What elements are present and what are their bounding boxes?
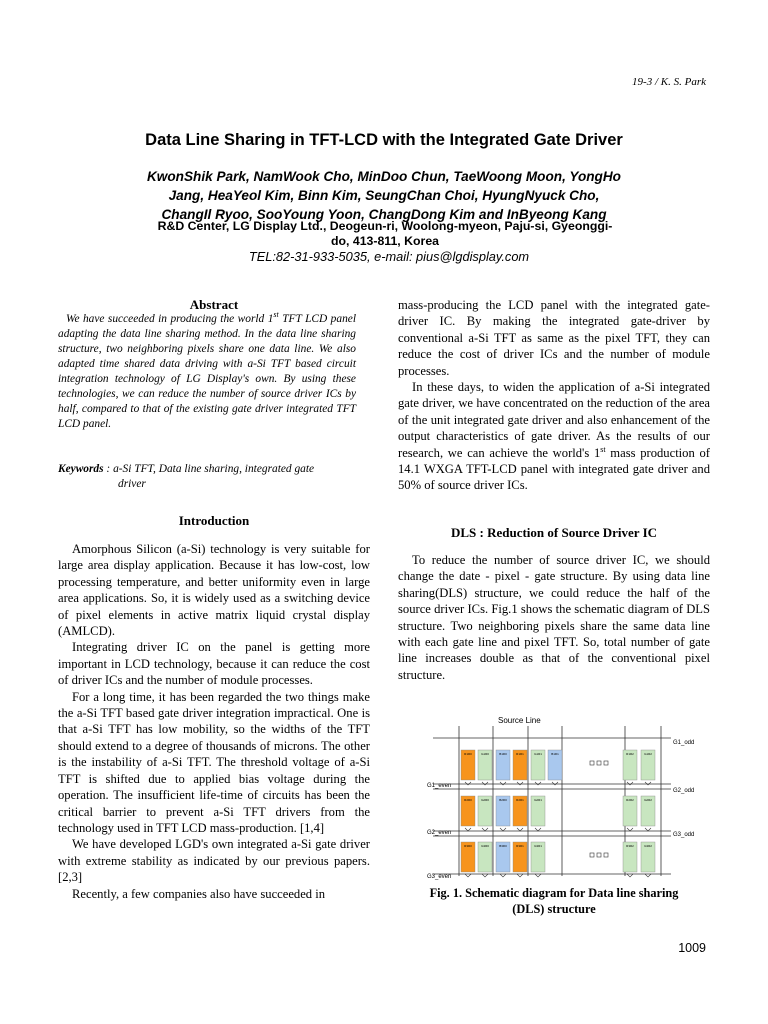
pixel-label: R3R1 bbox=[516, 844, 524, 848]
caption-line-2: (DLS) structure bbox=[512, 902, 596, 916]
tft-switch bbox=[517, 782, 523, 785]
keywords bbox=[58, 462, 358, 492]
intro-paragraph-2: Integrating driver IC on the panel is getting more important in LCD technology, because it can reduce the cost of driver ICs and the number of module processes. bbox=[58, 640, 370, 688]
right-paragraph-1: mass-producing the LCD panel with the integrated gate-driver IC. By making the integrated gate-driver by conventional a-Si TFT as same as the pixel TFT, they can reduce the cost of driver ICs and the number of module processes. bbox=[398, 298, 710, 378]
caption-line-1: Fig. 1. Schematic diagram for Data line sharing bbox=[429, 886, 679, 900]
pixel-label: R2R2 bbox=[626, 798, 634, 802]
pixel-label: B1R0 bbox=[499, 752, 507, 756]
ellipsis-dots bbox=[590, 761, 608, 857]
tft-switch bbox=[645, 828, 651, 831]
right-column-intro bbox=[398, 297, 710, 494]
pixel-label: G1R1 bbox=[534, 752, 542, 756]
right-paragraph-2b: mass production of 14.1 WXGA TFT-LCD panel with integrated gate driver and 50% of source driver ICs. bbox=[398, 445, 710, 493]
keywords-label: Keywords bbox=[58, 463, 104, 475]
tft-switch bbox=[500, 782, 506, 785]
abstract-text-b: TFT LCD panel adapting the data line sharing method. In the data line sharing structure, two neighboring pixels share one data line. We also adapted time shared data driving with a-Si TFT based circuit integration technology of LG Display's own. By using these technologies, we can reduce the number of source driver ICs by half, compared to that of the existing gate driver integrated TFT LCD panel. bbox=[58, 313, 356, 430]
tft-switch bbox=[465, 874, 471, 877]
g1-even-label: G1_even bbox=[427, 783, 452, 789]
pixel-label: G3R0 bbox=[481, 844, 489, 848]
g3-even-label: G3_even bbox=[427, 874, 452, 880]
dls-body bbox=[398, 552, 710, 683]
author-list bbox=[110, 167, 658, 224]
dls-schematic-figure bbox=[425, 712, 715, 880]
pixel-label: G2R1 bbox=[534, 798, 542, 802]
author-line-2: Jang, HeaYeol Kim, Binn Kim, SeungChan Choi, HyungNyuck Cho, bbox=[168, 188, 600, 203]
right-paragraph-2a: In these days, to widen the application of a-Si integrated gate driver, we have concentrated on the reduction of the area of the unit integrated gate driver and also enhancement of the output characteristics of gate driver. As the results of our research, we can achieve the world's 1 bbox=[398, 380, 710, 460]
pixel-label: G2R2 bbox=[644, 798, 652, 802]
pixel-label: G3R2 bbox=[644, 844, 652, 848]
author-line-3: ChangIl Ryoo, SooYoung Yoon, ChangDong Kim and InByeong Kang bbox=[161, 207, 607, 222]
intro-paragraph-3: For a long time, it has been regarded the two things make the a-Si TFT based gate driver integration impractical. One is that a-Si TFT has low mobility, so the widths of the TFT should extend to a degree of thousands of microns. The other is the instability of a-Si TFT. The threshold voltage of a-Si TFT is shifted due to applied bias voltage during the operation. The insufficient life-time of circuits has been the critical barrier to prevent a-Si TFT drivers from the technology used in TFT LCD mass-production. [1,4] bbox=[58, 689, 370, 835]
pixel-label: R3R2 bbox=[626, 844, 634, 848]
dls-paragraph-1: To reduce the number of source driver IC, we should change the date - pixel - gate structure. By using data line sharing(DLS) structure, we could reduce the half of the source driver ICs. Fig.1 shows the schematic diagram of DLS structure. Two neighboring pixels share the same data line with each gate line and pixel TFT. So, total number of gate line increases double as that of the conventional pixel structure. bbox=[398, 553, 710, 682]
right-paragraph-2 bbox=[398, 379, 710, 494]
g3-odd-label: G3_odd bbox=[673, 832, 695, 838]
pixel-label: B1R1 bbox=[551, 752, 559, 756]
tft-switch bbox=[535, 874, 541, 877]
pixel-label: G3R1 bbox=[534, 844, 542, 848]
keywords-text-2: driver bbox=[118, 478, 146, 490]
pixel-label: G1R0 bbox=[481, 752, 489, 756]
pixel-label: G2R0 bbox=[481, 798, 489, 802]
tft-switch bbox=[645, 874, 651, 877]
introduction-body bbox=[58, 541, 370, 902]
pixel-label: G1R2 bbox=[644, 752, 652, 756]
g1-odd-label: G1_odd bbox=[673, 740, 695, 746]
tft-switch bbox=[627, 874, 633, 877]
tft-switch bbox=[627, 782, 633, 785]
tft-switch bbox=[465, 782, 471, 785]
dls-heading: DLS : Reduction of Source Driver IC bbox=[450, 525, 658, 540]
pixel-label: R1R2 bbox=[626, 752, 634, 756]
tft-switch bbox=[645, 782, 651, 785]
g2-even-label: G2_even bbox=[427, 830, 452, 836]
affiliation-line-2: do, 413-811, Korea bbox=[331, 234, 439, 248]
affiliation-line-1: R&D Center, LG Display Ltd., Deogeun-ri, Woolong-myeon, Paju-si, Gyeonggi- bbox=[157, 219, 613, 233]
pixel-label: B2R0 bbox=[499, 798, 507, 802]
pixel-label: R1R1 bbox=[516, 752, 524, 756]
pixel-label: R1R0 bbox=[464, 752, 472, 756]
pixel-label: B3R0 bbox=[499, 844, 507, 848]
paper-title: Data Line Sharing in TFT-LCD with the Integrated Gate Driver bbox=[145, 131, 623, 149]
abstract-text-a: We have succeeded in producing the world 1 bbox=[66, 313, 274, 325]
tft-switch bbox=[482, 828, 488, 831]
tft-switch bbox=[500, 874, 506, 877]
tft-switch bbox=[627, 828, 633, 831]
affiliation bbox=[120, 219, 650, 249]
tft-switch bbox=[535, 782, 541, 785]
tft-switch bbox=[535, 828, 541, 831]
tft-switch bbox=[465, 828, 471, 831]
tft-switch bbox=[517, 828, 523, 831]
pixel-label: R3R0 bbox=[464, 844, 472, 848]
figure-caption bbox=[398, 885, 710, 917]
tft-switch bbox=[517, 874, 523, 877]
abstract-heading: Abstract bbox=[189, 297, 239, 312]
introduction-heading: Introduction bbox=[178, 513, 250, 528]
pixel-label: R2R1 bbox=[516, 798, 524, 802]
tft-switch bbox=[482, 874, 488, 877]
source-line-label: Source Line bbox=[498, 716, 541, 725]
tft-switch bbox=[552, 782, 558, 785]
running-header: 19-3 / K. S. Park bbox=[632, 76, 706, 88]
g2-odd-label: G2_odd bbox=[673, 788, 695, 794]
contact-info: TEL:82-31-933-5035, e-mail: pius@lgdisplay.com bbox=[248, 249, 530, 264]
pixel-label: R2R0 bbox=[464, 798, 472, 802]
intro-paragraph-4: We have developed LGD's own integrated a-Si gate driver with extreme stability as indicated by our previous papers. [2,3] bbox=[58, 837, 370, 885]
abstract-text bbox=[58, 312, 356, 432]
intro-paragraph-5: Recently, a few companies also have succeeded in bbox=[72, 886, 326, 901]
abstract-sup: st bbox=[273, 310, 279, 320]
tft-switch bbox=[482, 782, 488, 785]
page-number: 1009 bbox=[678, 941, 706, 955]
author-line-1: KwonShik Park, NamWook Cho, MinDoo Chun, TaeWoong Moon, YongHo bbox=[146, 169, 621, 184]
keywords-text: : a-Si TFT, Data line sharing, integrated gate bbox=[103, 463, 315, 475]
right-paragraph-2-sup: st bbox=[600, 444, 606, 454]
tft-switch bbox=[500, 828, 506, 831]
figure-pixels bbox=[461, 750, 655, 877]
intro-paragraph-1: Amorphous Silicon (a-Si) technology is very suitable for large area display application. Because it has low-cost, low processing temperature, and better uniformity even in large area applications. So, it is widely used as a switching device of pixel elements in active matrix liquid crystal display (AMLCD). bbox=[58, 542, 370, 639]
